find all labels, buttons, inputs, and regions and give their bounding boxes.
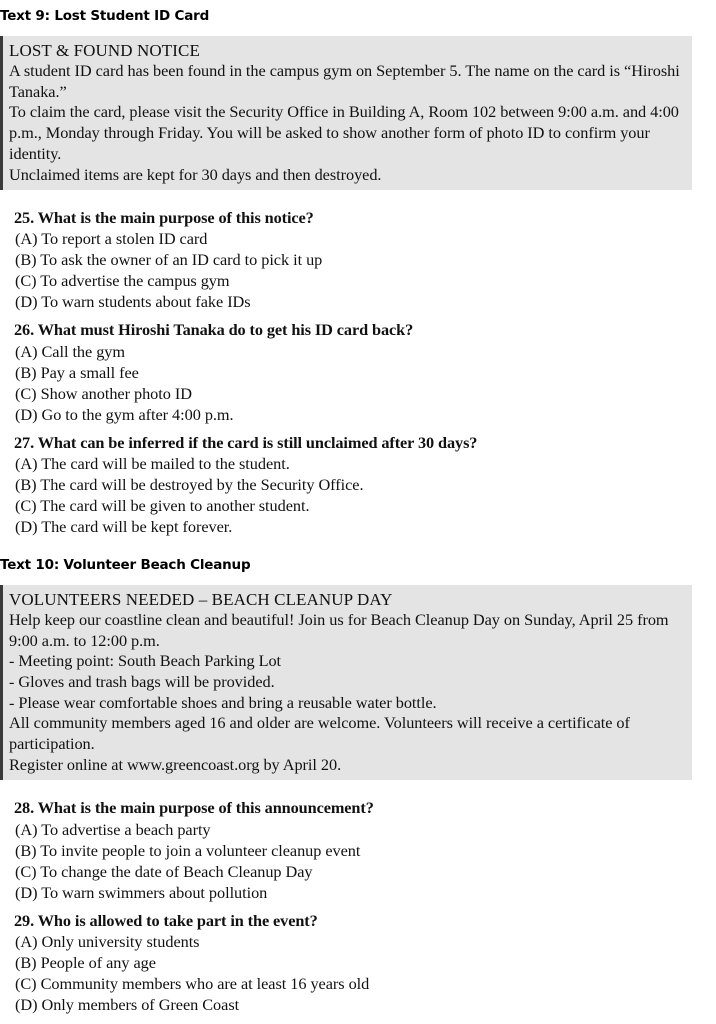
option-label: (C) xyxy=(15,383,37,403)
spacer xyxy=(0,537,716,557)
question-stem xyxy=(0,319,716,340)
option-label: (C) xyxy=(15,495,37,515)
option-a[interactable] xyxy=(0,819,716,840)
notice-passage-text-10 xyxy=(0,585,692,781)
notice-title: LOST & FOUND NOTICE xyxy=(9,41,200,60)
spacer xyxy=(0,425,716,432)
notice-bullet: - Gloves and trash bags will be provided. xyxy=(9,672,275,692)
notice-paragraph: To claim the card, please visit the Security Office in Building A, Room 102 between 9:00 a.m. and 4:00 p.m., Monday through Friday. You will be asked to show another form of photo ID to confirm your identity. xyxy=(9,102,679,163)
option-d[interactable] xyxy=(0,404,716,425)
option-text: Show another photo ID xyxy=(40,383,192,403)
question-27 xyxy=(0,432,716,537)
option-c[interactable] xyxy=(0,383,716,404)
option-label: (B) xyxy=(15,952,37,972)
option-text: The card will be destroyed by the Security Office. xyxy=(40,474,364,494)
option-label: (B) xyxy=(15,474,37,494)
notice-paragraph: All community members aged 16 and older are welcome. Volunteers will receive a certificate of participation. xyxy=(9,713,630,754)
option-a[interactable] xyxy=(0,228,716,249)
question-25 xyxy=(0,207,716,312)
question-stem xyxy=(0,797,716,818)
option-text: To report a stolen ID card xyxy=(41,229,208,249)
notice-paragraph: Register online at www.greencoast.org by April 20. xyxy=(9,754,342,774)
option-text: To advertise the campus gym xyxy=(40,271,230,291)
question-28 xyxy=(0,797,716,902)
section-heading-text-10: Text 10: Volunteer Beach Cleanup xyxy=(0,556,251,573)
option-d[interactable] xyxy=(0,291,716,312)
question-stem xyxy=(0,910,716,931)
section-heading-text-9: Text 9: Lost Student ID Card xyxy=(0,8,210,24)
option-label: (C) xyxy=(15,271,37,291)
option-label: (C) xyxy=(15,973,37,993)
option-text: To advertise a beach party xyxy=(41,819,211,839)
option-text: To change the date of Beach Cleanup Day xyxy=(40,861,313,881)
question-number: 29. xyxy=(14,910,35,930)
question-text: What is the main purpose of this notice? xyxy=(37,208,314,228)
option-text: Only university students xyxy=(41,931,200,951)
option-b[interactable] xyxy=(0,952,716,973)
option-label: (B) xyxy=(15,250,37,270)
spacer xyxy=(0,573,716,585)
option-b[interactable] xyxy=(0,249,716,270)
question-stem xyxy=(0,432,716,453)
option-d[interactable] xyxy=(0,882,716,903)
option-b[interactable] xyxy=(0,474,716,495)
option-label: (C) xyxy=(15,861,37,881)
option-a[interactable] xyxy=(0,453,716,474)
spacer xyxy=(0,24,716,36)
option-text: Call the gym xyxy=(41,341,125,361)
spacer xyxy=(0,903,716,910)
option-label: (A) xyxy=(15,931,38,951)
option-text: To invite people to join a volunteer cleanup event xyxy=(40,840,361,860)
notice-paragraph: A student ID card has been found in the campus gym on September 5. The name on the card is “Hiroshi Tanaka.” xyxy=(9,61,680,101)
option-text: Community members who are at least 16 years old xyxy=(40,973,370,993)
option-text: The card will be kept forever. xyxy=(41,516,233,536)
option-label: (A) xyxy=(15,819,38,839)
spacer xyxy=(0,312,716,319)
option-label: (A) xyxy=(15,341,38,361)
question-text: What must Hiroshi Tanaka do to get his ID card back? xyxy=(37,320,414,340)
option-label: (D) xyxy=(15,994,38,1014)
option-c[interactable] xyxy=(0,495,716,516)
question-text: What can be inferred if the card is still unclaimed after 30 days? xyxy=(37,432,478,452)
option-c[interactable] xyxy=(0,270,716,291)
notice-title: VOLUNTEERS NEEDED – BEACH CLEANUP DAY xyxy=(9,589,393,609)
option-label: (A) xyxy=(15,229,38,249)
spacer xyxy=(0,780,716,797)
notice-paragraph: Help keep our coastline clean and beautiful! Join us for Beach Cleanup Day on Sunday, April 25 from 9:00 a.m. to 12:00 p.m. xyxy=(9,609,669,650)
option-label: (D) xyxy=(15,516,38,536)
option-a[interactable] xyxy=(0,931,716,952)
option-label: (D) xyxy=(15,404,38,424)
question-text: What is the main purpose of this announcement? xyxy=(37,798,374,818)
option-label: (A) xyxy=(15,453,38,473)
option-label: (D) xyxy=(15,292,38,312)
spacer xyxy=(0,190,716,207)
question-text: Who is allowed to take part in the event? xyxy=(37,910,318,930)
option-text: People of any age xyxy=(40,952,156,972)
option-text: The card will be given to another student. xyxy=(40,495,310,515)
notice-paragraph: Unclaimed items are kept for 30 days and then destroyed. xyxy=(9,164,382,184)
option-label: (D) xyxy=(15,882,38,902)
question-29 xyxy=(0,910,716,1015)
option-text: Pay a small fee xyxy=(40,362,139,382)
option-text: Go to the gym after 4:00 p.m. xyxy=(41,404,234,424)
option-text: To warn students about fake IDs xyxy=(41,292,251,312)
question-stem xyxy=(0,207,716,228)
option-b[interactable] xyxy=(0,840,716,861)
option-text: Only members of Green Coast xyxy=(41,994,240,1014)
question-number: 27. xyxy=(14,432,35,452)
option-c[interactable] xyxy=(0,861,716,882)
option-d[interactable] xyxy=(0,516,716,537)
option-text: To warn swimmers about pollution xyxy=(41,882,268,902)
option-a[interactable] xyxy=(0,341,716,362)
option-c[interactable] xyxy=(0,973,716,994)
page-top-spacer xyxy=(0,0,716,8)
option-label: (B) xyxy=(15,362,37,382)
option-label: (B) xyxy=(15,840,37,860)
question-number: 26. xyxy=(14,320,35,340)
question-number: 25. xyxy=(14,208,35,228)
question-number: 28. xyxy=(14,798,35,818)
option-d[interactable] xyxy=(0,994,716,1015)
notice-bullet: - Please wear comfortable shoes and bring a reusable water bottle. xyxy=(9,692,437,712)
question-26 xyxy=(0,319,716,424)
notice-passage-text-9 xyxy=(0,36,692,190)
option-b[interactable] xyxy=(0,362,716,383)
option-text: To ask the owner of an ID card to pick it up xyxy=(40,250,323,270)
notice-bullet: - Meeting point: South Beach Parking Lot xyxy=(9,651,282,671)
option-text: The card will be mailed to the student. xyxy=(41,453,290,473)
